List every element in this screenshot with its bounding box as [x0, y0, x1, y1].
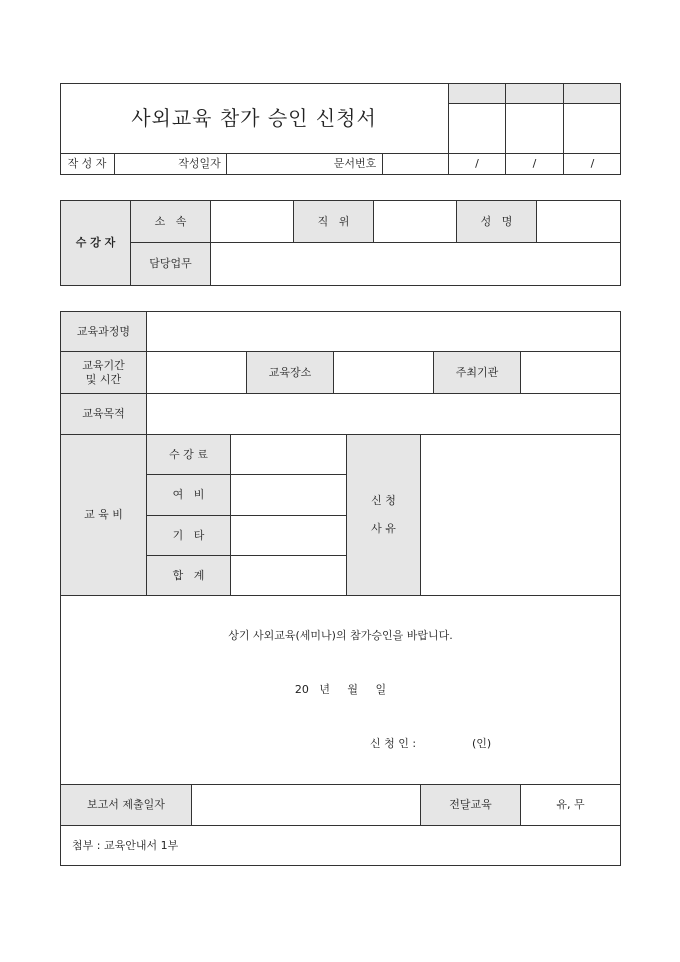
fee-field[interactable] — [231, 435, 347, 475]
name-field[interactable] — [537, 201, 620, 242]
host-label: 주최기관 — [434, 352, 521, 394]
host-field[interactable] — [521, 352, 620, 394]
position-label: 직 위 — [294, 201, 374, 242]
approval-header-row — [449, 84, 620, 104]
purpose-label: 교육목적 — [61, 394, 147, 435]
report-date-field[interactable] — [192, 785, 421, 825]
position-field[interactable] — [374, 201, 457, 242]
docno-field[interactable] — [383, 153, 448, 175]
reason-label-line-1: 신 청 — [371, 494, 396, 507]
other-field[interactable] — [231, 516, 347, 556]
dept-label: 소 속 — [131, 201, 211, 242]
travel-field[interactable] — [231, 475, 347, 516]
date-label: 작성일자 — [173, 153, 227, 175]
reason-label-line-2: 사 유 — [371, 522, 396, 535]
transfer-value[interactable]: 유, 무 — [556, 798, 585, 811]
duty-label: 담당업무 — [131, 243, 211, 285]
trainee-section-label: 수 강 자 — [61, 201, 131, 285]
place-label: 교육장소 — [247, 352, 334, 394]
travel-label: 여 비 — [147, 475, 231, 516]
attachment-note: 첨부 : 교육안내서 1부 — [72, 839, 179, 852]
course-name-field[interactable] — [147, 312, 620, 352]
purpose-field[interactable] — [147, 394, 620, 435]
place-field[interactable] — [334, 352, 434, 394]
slash-1: / — [475, 157, 479, 170]
fee-label: 수 강 료 — [147, 435, 231, 475]
other-label: 기 타 — [147, 516, 231, 556]
name-label: 성 명 — [457, 201, 537, 242]
statement-date: 20 년 월 일 — [294, 683, 387, 696]
total-label: 합 계 — [147, 556, 231, 596]
applicant-line[interactable]: 신 청 인 : (인) — [370, 737, 492, 750]
period-label: 교육기간 및 시간 — [61, 352, 147, 394]
statement-text: 상기 사외교육(세미나)의 참가승인을 바랍니다. — [228, 629, 453, 642]
dept-field[interactable] — [211, 201, 294, 242]
reason-field[interactable] — [421, 435, 620, 596]
report-date-label: 보고서 제출일자 — [61, 785, 192, 825]
transfer-label: 전달교육 — [421, 785, 521, 825]
total-field[interactable] — [231, 556, 347, 596]
course-name-label: 교육과정명 — [61, 312, 147, 352]
cost-label: 교 육 비 — [61, 435, 147, 596]
date-field[interactable] — [227, 153, 328, 175]
form-title: 사외교육 참가 승인 신청서 — [131, 106, 377, 130]
docno-label: 문서번호 — [328, 153, 383, 175]
duty-field[interactable] — [211, 243, 620, 285]
period-field[interactable] — [147, 352, 247, 394]
slash-3: / — [590, 157, 595, 170]
author-field[interactable] — [115, 153, 173, 175]
slash-2: / — [532, 157, 537, 170]
reason-label — [347, 435, 421, 596]
author-label: 작 성 자 — [60, 153, 115, 175]
